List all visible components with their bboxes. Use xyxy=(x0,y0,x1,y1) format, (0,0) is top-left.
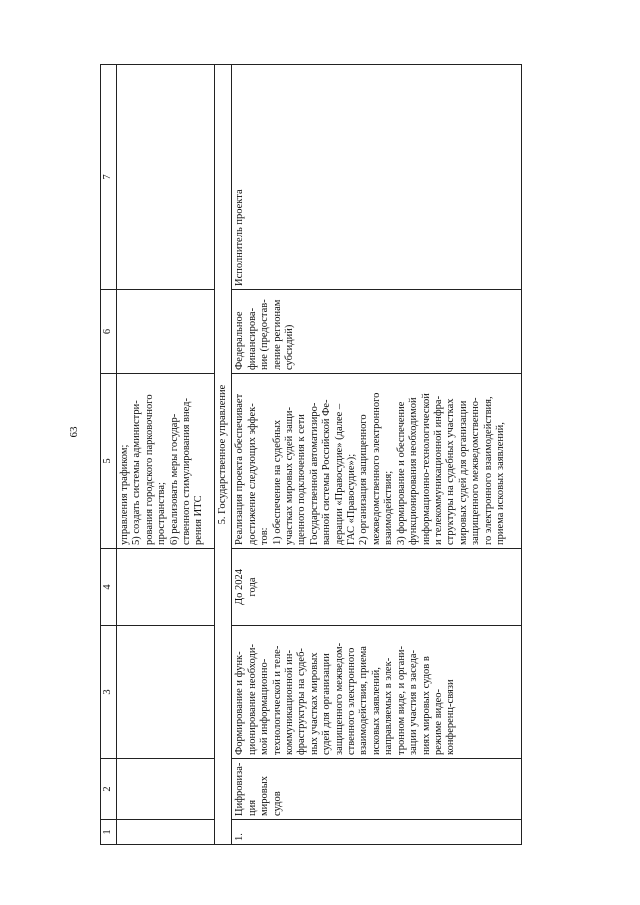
text-line: достижение следующих эффек- xyxy=(246,403,258,545)
text-line: судей для организации xyxy=(321,653,333,755)
table-row xyxy=(117,65,215,845)
text-line: щенного подключения к сети xyxy=(296,414,308,545)
text-line: пространства; xyxy=(156,482,168,545)
funding-cell xyxy=(232,290,522,374)
text-line: ственного электронного xyxy=(346,647,358,755)
column-number-row xyxy=(101,65,117,845)
text-line: тов: xyxy=(259,527,271,545)
column-header: 7 xyxy=(101,65,117,290)
project-name-cell xyxy=(232,759,522,820)
term-cell xyxy=(232,549,522,626)
text-line: года xyxy=(246,577,258,597)
section-title: 5. Государственное управление xyxy=(215,65,232,845)
text-line: рения ИТС xyxy=(193,495,205,545)
text-line: приема исковых заявлений, xyxy=(494,422,506,545)
table-cell xyxy=(117,290,215,374)
text-line: судов xyxy=(271,791,283,816)
rotated-table-container xyxy=(100,65,580,845)
text-line: ванной системы Российской Фе- xyxy=(321,399,333,545)
table-cell xyxy=(117,549,215,626)
text-line: ГАС «Правосудие»); xyxy=(346,453,358,545)
text-line: ция мировых xyxy=(246,775,271,816)
text-line: ние (предостав- xyxy=(259,299,271,370)
column-header: 5 xyxy=(101,374,117,549)
text-line: Формирование и функ- xyxy=(234,651,246,755)
text-line: субсидий) xyxy=(284,324,296,370)
text-line: конференц-связи xyxy=(445,679,457,755)
text-line: 2) организация защищенного xyxy=(358,414,370,545)
text-line: участках мировых судей защи- xyxy=(284,407,296,545)
section-row xyxy=(215,65,232,845)
text-line: 5) создать системы администри- xyxy=(131,400,143,545)
text-line: мировых судей для организации xyxy=(457,400,469,545)
text-line: 1) обеспечение на судебных xyxy=(271,419,283,545)
program-table xyxy=(100,64,522,845)
text-line: мой информационно- xyxy=(259,658,271,755)
text-line: структуры на судебных участках xyxy=(445,398,457,545)
text-line: режиме видео- xyxy=(432,688,444,755)
task-cell xyxy=(232,626,522,759)
text-line: управления трафиком; xyxy=(119,444,130,545)
text-line: тронном виде, и органи- xyxy=(395,645,407,755)
column-header: 2 xyxy=(101,759,117,820)
text-line: ционирование необходи- xyxy=(246,644,258,755)
text-line: защищенного межведом- xyxy=(333,642,345,755)
text-line: межведомственного электронного xyxy=(370,392,382,545)
text-line: Федеральное xyxy=(234,311,246,370)
text-line: фраструктуры на судеб- xyxy=(296,648,308,755)
text-line: Реализация проекта обеспечивает xyxy=(234,393,246,545)
text-line: ственного стимулирования внед- xyxy=(181,398,193,545)
text-line: 6) реализовать меры государ- xyxy=(168,413,180,545)
text-line: До 2024 xyxy=(234,568,246,606)
page-number: 63 xyxy=(68,426,80,438)
text-line: го электронного взаимодействия, xyxy=(482,396,494,545)
text-line: 3) формирование и обеспечение xyxy=(395,401,407,545)
column-header: 4 xyxy=(101,549,117,626)
text-line: взаимодействия; xyxy=(383,470,395,545)
text-line: финансирова- xyxy=(246,307,258,370)
executor-cell: Исполнитель проекта xyxy=(232,65,522,290)
text-line: ных участках мировых xyxy=(308,652,320,755)
table-cell xyxy=(117,626,215,759)
effects-cell xyxy=(232,374,522,549)
table-row xyxy=(232,65,522,845)
text-line: коммуникационной ин- xyxy=(284,650,296,755)
text-line: рования городского парковочного xyxy=(143,394,155,545)
effects-continuation-cell xyxy=(117,374,215,549)
text-line: и телекоммуникационной инфра- xyxy=(432,395,444,545)
text-line: ление регионам xyxy=(271,299,283,370)
table-cell xyxy=(117,65,215,290)
table-cell xyxy=(117,759,215,820)
text-line: ниях мировых судов в xyxy=(420,656,432,755)
text-line: дерации «Правосудие» (далее – xyxy=(333,403,345,545)
column-header: 1 xyxy=(101,820,117,845)
text-line: зации участия в заседа- xyxy=(408,649,420,755)
text-line: информационно-технологической xyxy=(420,393,432,545)
text-line: функционирования необходимой xyxy=(408,397,420,545)
text-line: защищенного межведомственно- xyxy=(470,397,482,545)
text-line: взаимодействия, приема xyxy=(358,646,370,755)
text-line: направляемых в элек- xyxy=(383,657,395,755)
text-line: исковых заявлений, xyxy=(370,667,382,755)
text-line: Цифровиза- xyxy=(234,762,246,816)
text-line: технологической и теле- xyxy=(271,645,283,755)
table-cell xyxy=(117,820,215,845)
column-header: 3 xyxy=(101,626,117,759)
text-line: Государственной автоматизиро- xyxy=(308,402,320,545)
column-header: 6 xyxy=(101,290,117,374)
row-number: 1. xyxy=(232,820,522,845)
